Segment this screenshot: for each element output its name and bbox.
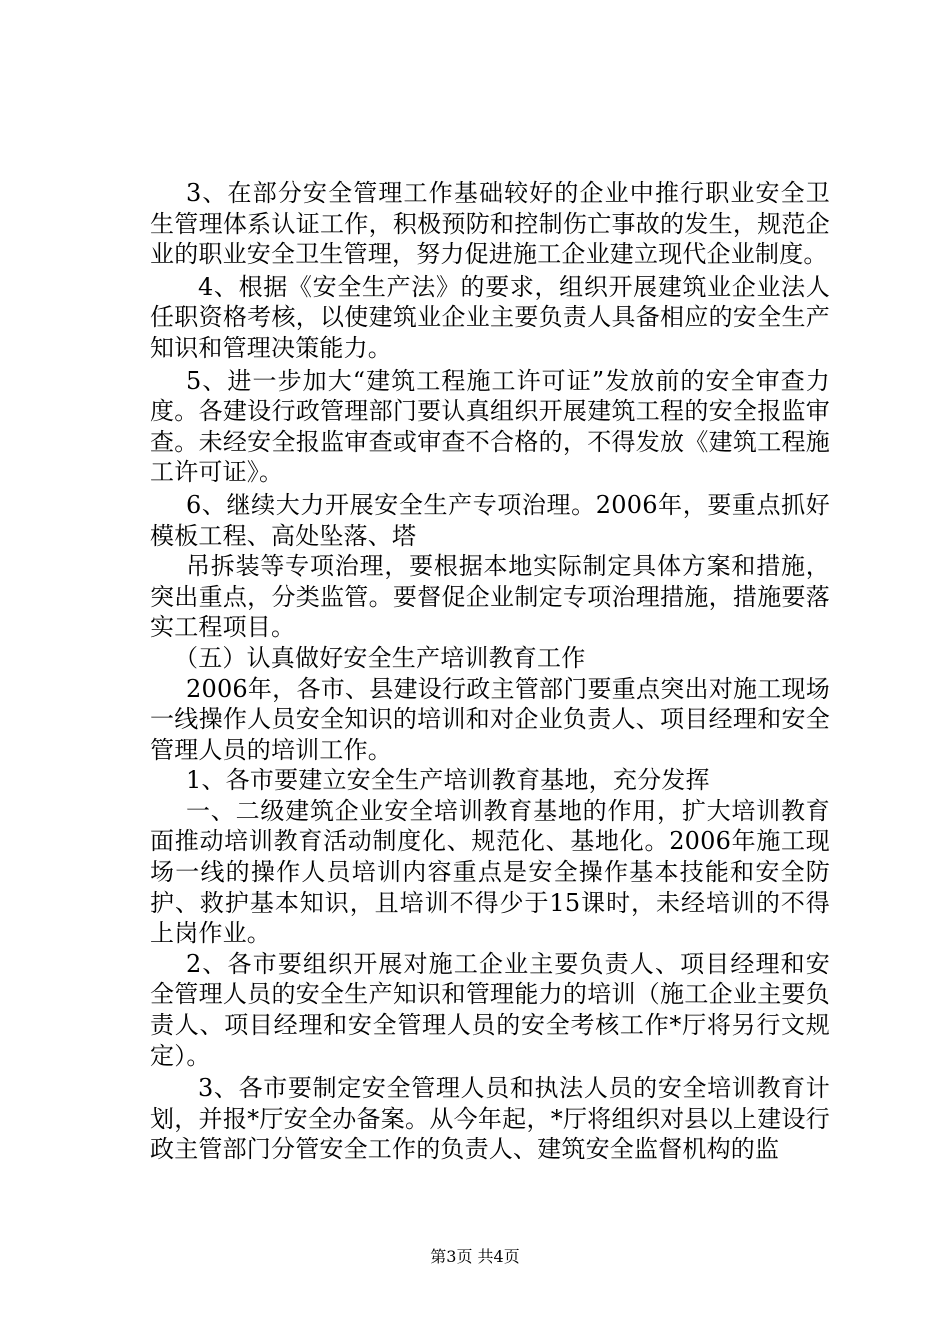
page-footer [0,1244,950,1267]
paragraph-training-2: 2、各市要组织开展对施工企业主要负责人、项目经理和安全管理人员的安全生产知识和管理能力的培训（施工企业主要负责人、项目经理和安全管理人员的安全考核工作*厅将另行文规定）。 [150,949,830,1070]
page-number-label: 第3页 共4页 [430,1247,520,1266]
paragraph-item-5: 5、进一步加大“建筑工程施工许可证”发放前的安全审查力度。各建设行政管理部门要认真组织开展建筑工程的安全报监审查。未经安全报监审查或审查不合格的，不得发放《建筑工程施工许可证》。 [150,366,830,487]
paragraph-item-4: 4、根据《安全生产法》的要求，组织开展建筑业企业法人任职资格考核，以使建筑业企业主要负责人具备相应的安全生产知识和管理决策能力。 [150,272,830,362]
paragraph-training-3: 3、各市要制定安全管理人员和执法人员的安全培训教育计划，并报*厅安全办备案。从今年起，*厅将组织对县以上建设行政主管部门分管安全工作的负责人、建筑安全监督机构的监 [150,1074,830,1164]
paragraph-item-3: 3、在部分安全管理工作基础较好的企业中推行职业安全卫生管理体系认证工作，积极预防和控制伤亡事故的发生，规范企业的职业安全卫生管理，努力促进施工企业建立现代企业制度。 [150,179,830,269]
paragraph-item-6: 6、继续大力开展安全生产专项治理。2006年，要重点抓好模板工程、高处坠落、塔 [150,490,830,550]
paragraph-training-intro: 2006年，各市、县建设行政主管部门要重点突出对施工现场一线操作人员安全知识的培训和对企业负责人、项目经理和安全管理人员的培训工作。 [150,674,830,764]
paragraph-training-1-continued: 一、二级建筑企业安全培训教育基地的作用，扩大培训教育面推动培训教育活动制度化、规范化、基地化。2006年施工现场一线的操作人员培训内容重点是安全操作基本技能和安全防护、救护基本知识，且培训不得少于15课时，未经培训的不得上岗作业。 [150,796,830,948]
document-body [150,178,830,1165]
section-heading-5: （五）认真做好安全生产培训教育工作 [174,643,586,672]
paragraph-training-1: 1、各市要建立安全生产培训教育基地，充分发挥 [186,766,710,795]
paragraph-item-6-continued: 吊拆装等专项治理，要根据本地实际制定具体方案和措施，突出重点，分类监管。要督促企业制定专项治理措施，措施要落实工程项目。 [150,552,830,642]
